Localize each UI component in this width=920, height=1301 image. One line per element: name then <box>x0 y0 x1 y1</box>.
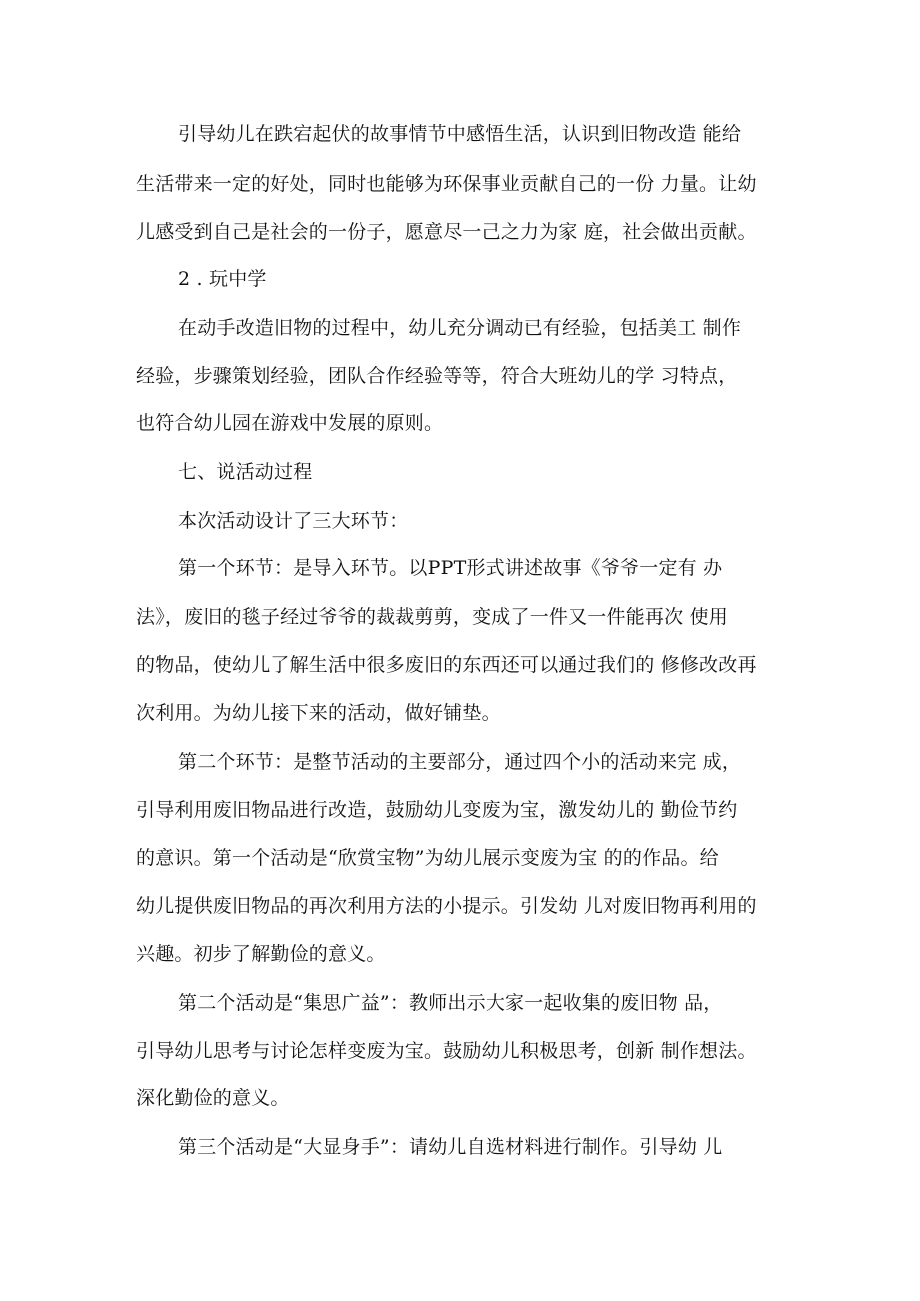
text-line: 生活带来一定的好处，同时也能够为环保事业贡献自己的一份 力量。让幼 <box>136 173 757 195</box>
section-heading: 七、说活动过程 <box>178 461 313 483</box>
text-line: 幼儿提供废旧物品的再次利用方法的小提示。引发幼 儿对废旧物再利用的 <box>136 895 757 917</box>
text-line: 深化勤俭的意义。 <box>136 1087 290 1109</box>
text-line: 法》，废旧的毯子经过爷爷的裁裁剪剪，变成了一件又一件能再次 使用 <box>136 606 728 628</box>
text-line: 引导幼儿思考与讨论怎样变废为宝。鼓励幼儿积极思考，创新 制作想法。 <box>136 1040 757 1062</box>
text-line: 在动手改造旧物的过程中，幼儿充分调动已有经验，包括美工 制作 <box>178 317 742 339</box>
text-line: 经验，步骤策划经验，团队合作经验等等，符合大班幼儿的学 习特点， <box>136 365 738 387</box>
text-line: 引导幼儿在跌宕起伏的故事情节中感悟生活，认识到旧物改造 能给 <box>178 123 742 145</box>
text-line: 的意识。第一个活动是“欣赏宝物”为幼儿展示变废为宝 的的作品。给 <box>136 847 719 869</box>
text-line: 第一个环节：是导入环节。以PPT形式讲述故事《爷爷一定有 办 <box>178 557 723 579</box>
text-line: 也符合幼儿园在游戏中发展的原则。 <box>136 412 444 434</box>
text-line: 兴趣。初步了解勤俭的意义。 <box>136 943 386 965</box>
text-line: 儿感受到自己是社会的一份子，愿意尽一己之力为家 庭，社会做出贡献。 <box>136 221 757 243</box>
section-heading: 2 . 玩中学 <box>178 268 267 290</box>
text-line: 第二个环节：是整节活动的主要部分，通过四个小的活动来完 成， <box>178 751 742 773</box>
text-line: 第二个活动是“集思广益”：教师出示大家一起收集的废旧物 品， <box>178 992 723 1014</box>
text-line: 的物品，使幼儿了解生活中很多废旧的东西还可以通过我们的 修修改改再 <box>136 654 757 676</box>
text-line: 引导利用废旧物品进行改造，鼓励幼儿变废为宝，激发幼儿的 勤俭节约 <box>136 799 738 821</box>
text-line: 本次活动设计了三大环节： <box>178 510 409 532</box>
text-line: 第三个活动是“大显身手”：请幼儿自选材料进行制作。引导幼 儿 <box>178 1136 723 1158</box>
text-line: 次利用。为幼儿接下来的活动，做好铺垫。 <box>136 702 501 724</box>
